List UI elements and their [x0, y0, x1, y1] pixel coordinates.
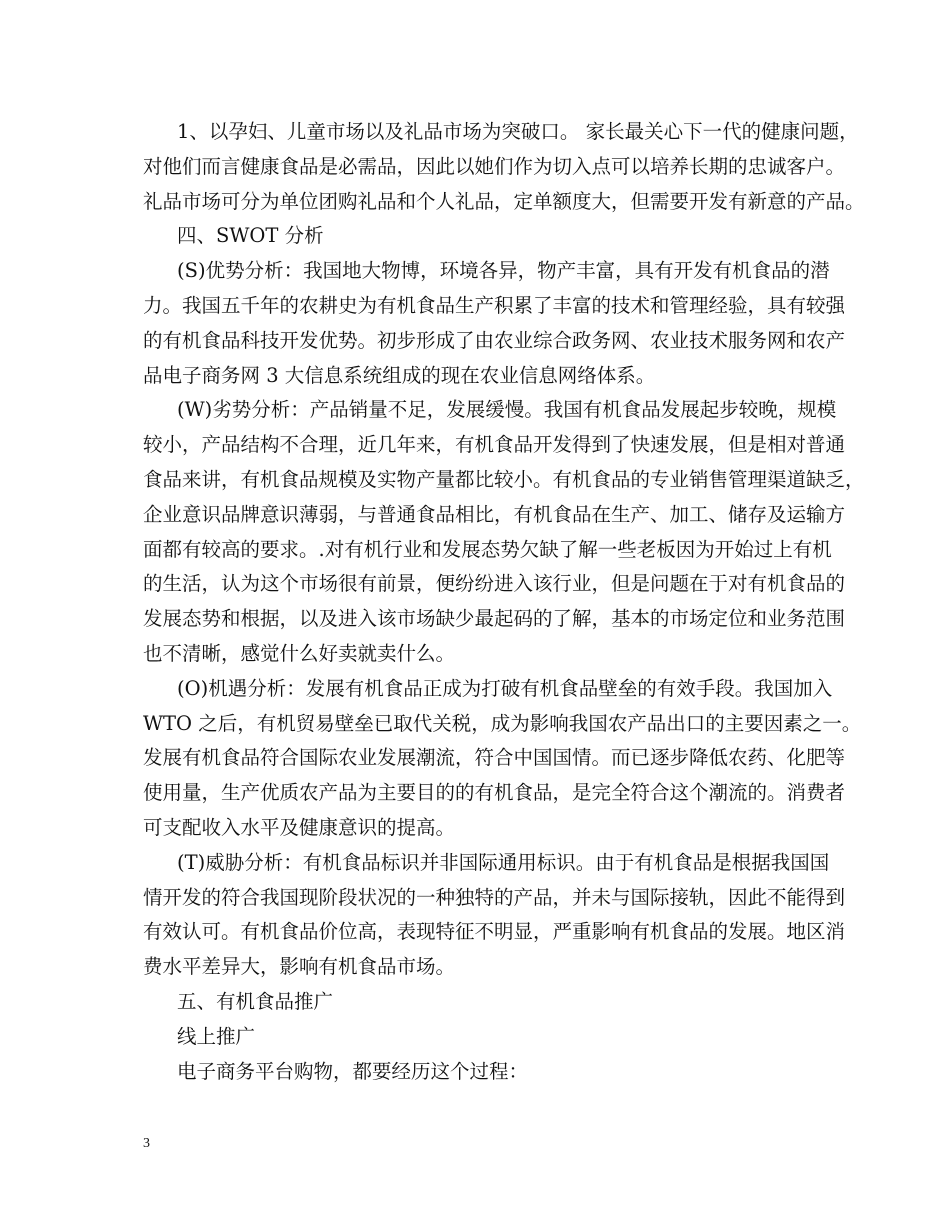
text-line: 发展态势和根据，以及进入该市场缺少最起码的了解，基本的市场定位和业务范围 [143, 607, 846, 631]
text-line: 食品来讲，有机食品规模及实物产量都比较小。有机食品的专业销售管理渠道缺乏， [143, 467, 865, 491]
text-line: 对他们而言健康食品是必需品，因此以她们作为切入点可以培养长期的忠诚客户。 [143, 154, 846, 178]
text-line: 有效认可。有机食品价位高，表现特征不明显，严重影响有机食品的发展。地区消 [143, 920, 846, 944]
text-line: 发展有机食品符合国际农业发展潮流，符合中国国情。而已逐步降低农药、化肥等 [143, 746, 846, 770]
text-line: 较小，产品结构不合理，近几年来，有机食品开发得到了快速发展，但是相对普通 [143, 433, 846, 457]
text-line: 五、有机食品推广 [177, 989, 334, 1013]
text-line: WTO 之后，有机贸易壁垒已取代关税，成为影响我国农产品出口的主要因素之一。 [143, 711, 862, 735]
text-line: 可支配收入水平及健康意识的提高。 [143, 815, 456, 839]
text-line: 也不清晰，感觉什么好卖就卖什么。 [143, 641, 456, 665]
text-line: (T)威胁分析：有机食品标识并非国际通用标识。由于有机食品是根据我国国 [177, 850, 830, 874]
text-line: 的生活，认为这个市场很有前景，便纷纷进入该行业，但是问题在于对有机食品的 [143, 572, 846, 596]
text-line: 力。我国五千年的农耕史为有机食品生产积累了丰富的技术和管理经验，具有较强 [143, 293, 846, 317]
text-line: (S)优势分析：我国地大物博，环境各异，物产丰富，具有开发有机食品的潜 [177, 259, 830, 283]
text-line: 费水平差异大，影响有机食品市场。 [143, 955, 456, 979]
text-line: 企业意识品牌意识薄弱，与普通食品相比，有机食品在生产、加工、储存及运输方 [143, 502, 846, 526]
text-line: 使用量，生产优质农产品为主要目的的有机食品，是完全符合这个潮流的。消费者 [143, 781, 846, 805]
text-line: 线上推广 [177, 1024, 256, 1048]
text-line: 面都有较高的要求。.对有机行业和发展态势欠缺了解一些老板因为开始过上有机 [143, 537, 832, 561]
text-line: 1、以孕妇、儿童市场以及礼品市场为突破口。 家长最关心下一代的健康问题， [177, 120, 859, 143]
text-line: 电子商务平台购物，都要经历这个过程： [177, 1059, 529, 1083]
text-line: 的有机食品科技开发优势。初步形成了由农业综合政务网、农业技术服务网和农产 [143, 328, 846, 352]
text-line: (W)劣势分析：产品销量不足，发展缓慢。我国有机食品发展起步较晚，规模 [177, 398, 837, 422]
page-number: 3 [143, 1136, 150, 1151]
text-line: 品电子商务网 3 大信息系统组成的现在农业信息网络体系。 [143, 363, 656, 387]
text-line: 四、SWOT 分析 [177, 224, 324, 248]
document-body [143, 115, 865, 1089]
text-line: 礼品市场可分为单位团购礼品和个人礼品，定单额度大，但需要开发有新意的产品。 [143, 189, 865, 213]
text-line: (O)机遇分析：发展有机食品正成为打破有机食品壁垒的有效手段。我国加入 [177, 676, 833, 700]
text-line: 情开发的符合我国现阶段状况的一种独特的产品，并未与国际接轨，因此不能得到 [143, 885, 846, 909]
